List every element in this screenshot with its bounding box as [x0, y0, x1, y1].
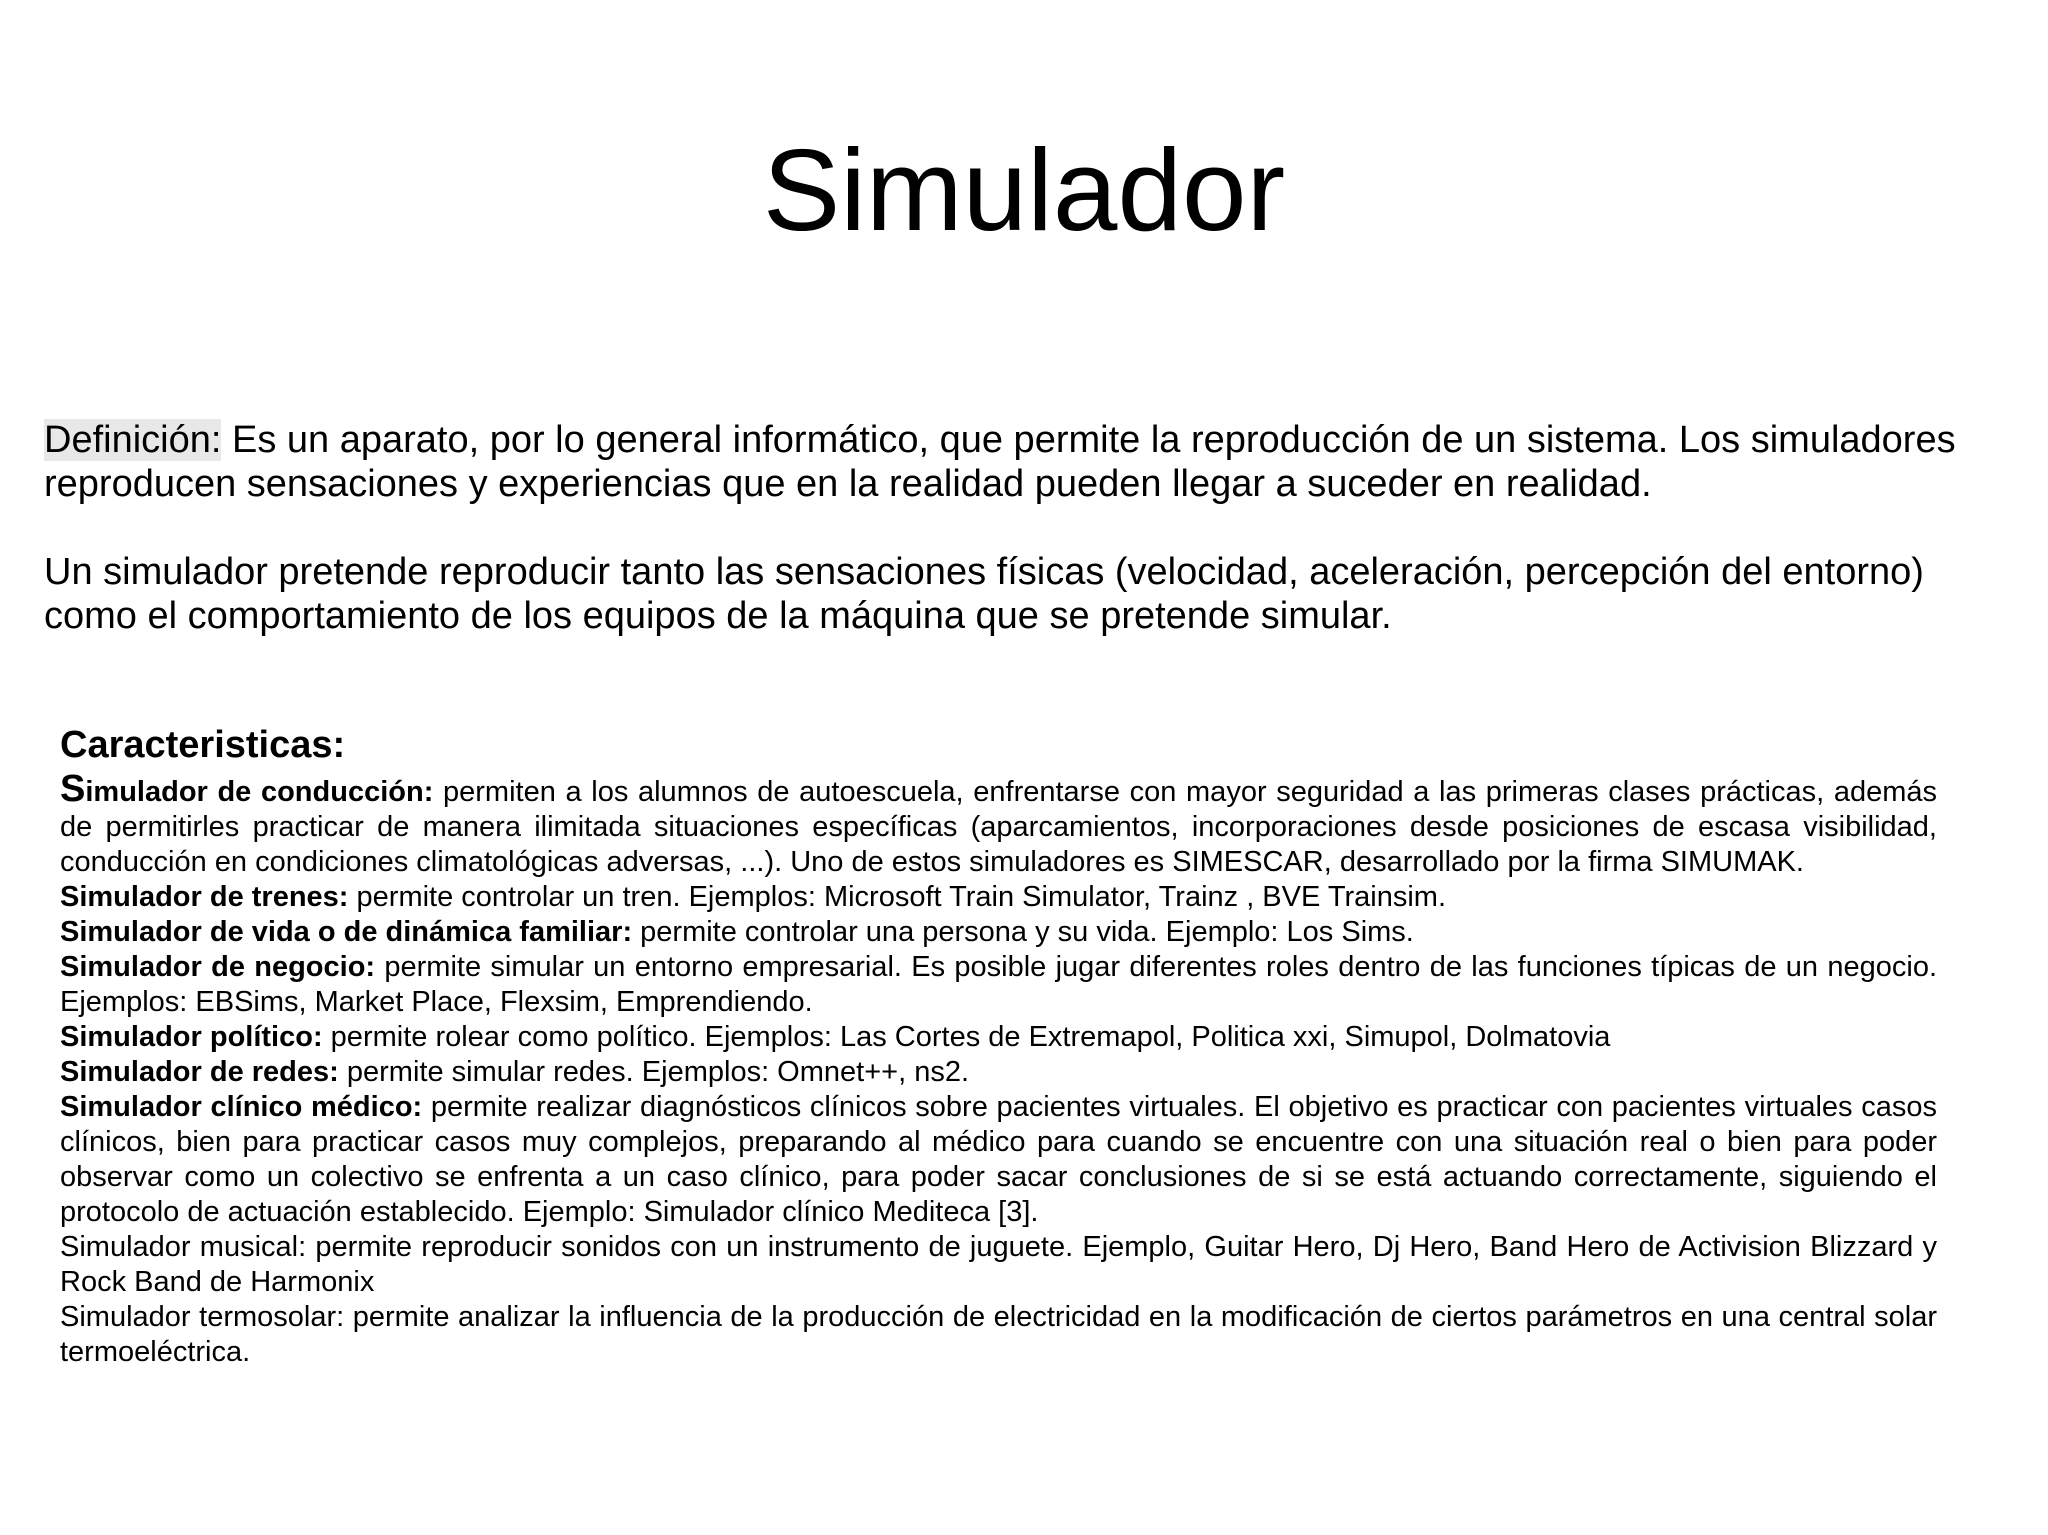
- feature-term: [60, 768, 434, 810]
- feature-item-negocio: [60, 950, 1937, 1020]
- features-section: [60, 720, 1937, 1370]
- feature-term: Simulador político:: [60, 1021, 323, 1053]
- feature-item-termosolar: [60, 1300, 1937, 1370]
- definition-paragraph: [44, 418, 1974, 506]
- feature-text: permite controlar una persona y su vida. Ejemplo: Los Sims.: [632, 916, 1414, 948]
- feature-item-clinico: [60, 1090, 1937, 1230]
- feature-text: permite simular redes. Ejemplos: Omnet++, ns2.: [338, 1056, 970, 1088]
- intro-paragraph: Un simulador pretende reproducir tanto las sensaciones físicas (velocidad, aceleración, percepción del entorno) como el comportamiento de los equipos de la máquina que se pretende simular.: [44, 551, 1924, 637]
- feature-item-conduccion: [60, 768, 1937, 880]
- intro-text: [44, 418, 1974, 638]
- slide-title: Simulador: [762, 125, 1286, 255]
- feature-item-trenes: [60, 880, 1937, 915]
- feature-text: Simulador termosolar: permite analizar la influencia de la producción de electricidad en la modificación de ciertos parámetros en una central solar termoeléctrica.: [60, 1301, 1937, 1368]
- features-heading: Caracteristicas:: [60, 724, 346, 766]
- feature-term: Simulador de negocio:: [60, 951, 376, 983]
- feature-term: Simulador de redes:: [60, 1056, 339, 1088]
- definition-label: Definición:: [44, 419, 222, 461]
- feature-text: permite rolear como político. Ejemplos: Las Cortes de Extremapol, Politica xxi, Simupol, Dolmatovia: [322, 1021, 1611, 1053]
- feature-item-politico: [60, 1020, 1937, 1055]
- definition-text: Es un aparato, por lo general informático, que permite la reproducción de un sistema. Los simuladores reproducen sensaciones y experiencias que en la realidad pueden llegar a suceder en realidad.: [44, 419, 1956, 505]
- feature-term: Simulador de vida o de dinámica familiar:: [60, 916, 633, 948]
- feature-item-redes: [60, 1055, 1937, 1090]
- feature-text: Simulador musical: permite reproducir sonidos con un instrumento de juguete. Ejemplo, Guitar Hero, Dj Hero, Band Hero de Activision Blizzard y Rock Band de Harmonix: [60, 1231, 1937, 1298]
- feature-item-vida: [60, 915, 1937, 950]
- feature-term: Simulador de trenes:: [60, 881, 349, 913]
- feature-initial: S: [60, 768, 86, 810]
- feature-text: permiten a los alumnos de autoescuela, enfrentarse con mayor seguridad a las primeras clases prácticas, además de permitirles practicar de manera ilimitada situaciones específicas (aparcamientos, incorporaciones desde posiciones de escasa visibilidad, conducción en condiciones climatológicas adversas, ...). Uno de estos simuladores es SIMESCAR, desarrollado por la firma SIMUMAK.: [60, 776, 1937, 878]
- feature-text: permite controlar un tren. Ejemplos: Microsoft Train Simulator, Trainz , BVE Trainsim.: [348, 881, 1447, 913]
- feature-item-musical: [60, 1230, 1937, 1300]
- feature-text: permite realizar diagnósticos clínicos sobre pacientes virtuales. El objetivo es practicar con pacientes virtuales casos clínicos, bien para practicar casos muy complejos, preparando al médico para cuando se encuentre con una situación real o bien para poder observar como un colectivo se enfrenta a un caso clínico, para poder sacar conclusiones de si se está actuando correctamente, siguiendo el protocolo de actuación establecido. Ejemplo: Simulador clínico Mediteca [3].: [60, 1091, 1937, 1228]
- feature-term: Simulador clínico médico:: [60, 1091, 423, 1123]
- feature-term-rest: imulador de conducción:: [85, 776, 434, 808]
- feature-text: permite simular un entorno empresarial. Es posible jugar diferentes roles dentro de las funciones típicas de un negocio. Ejemplos: EBSims, Market Place, Flexsim, Emprendiendo.: [60, 951, 1938, 1018]
